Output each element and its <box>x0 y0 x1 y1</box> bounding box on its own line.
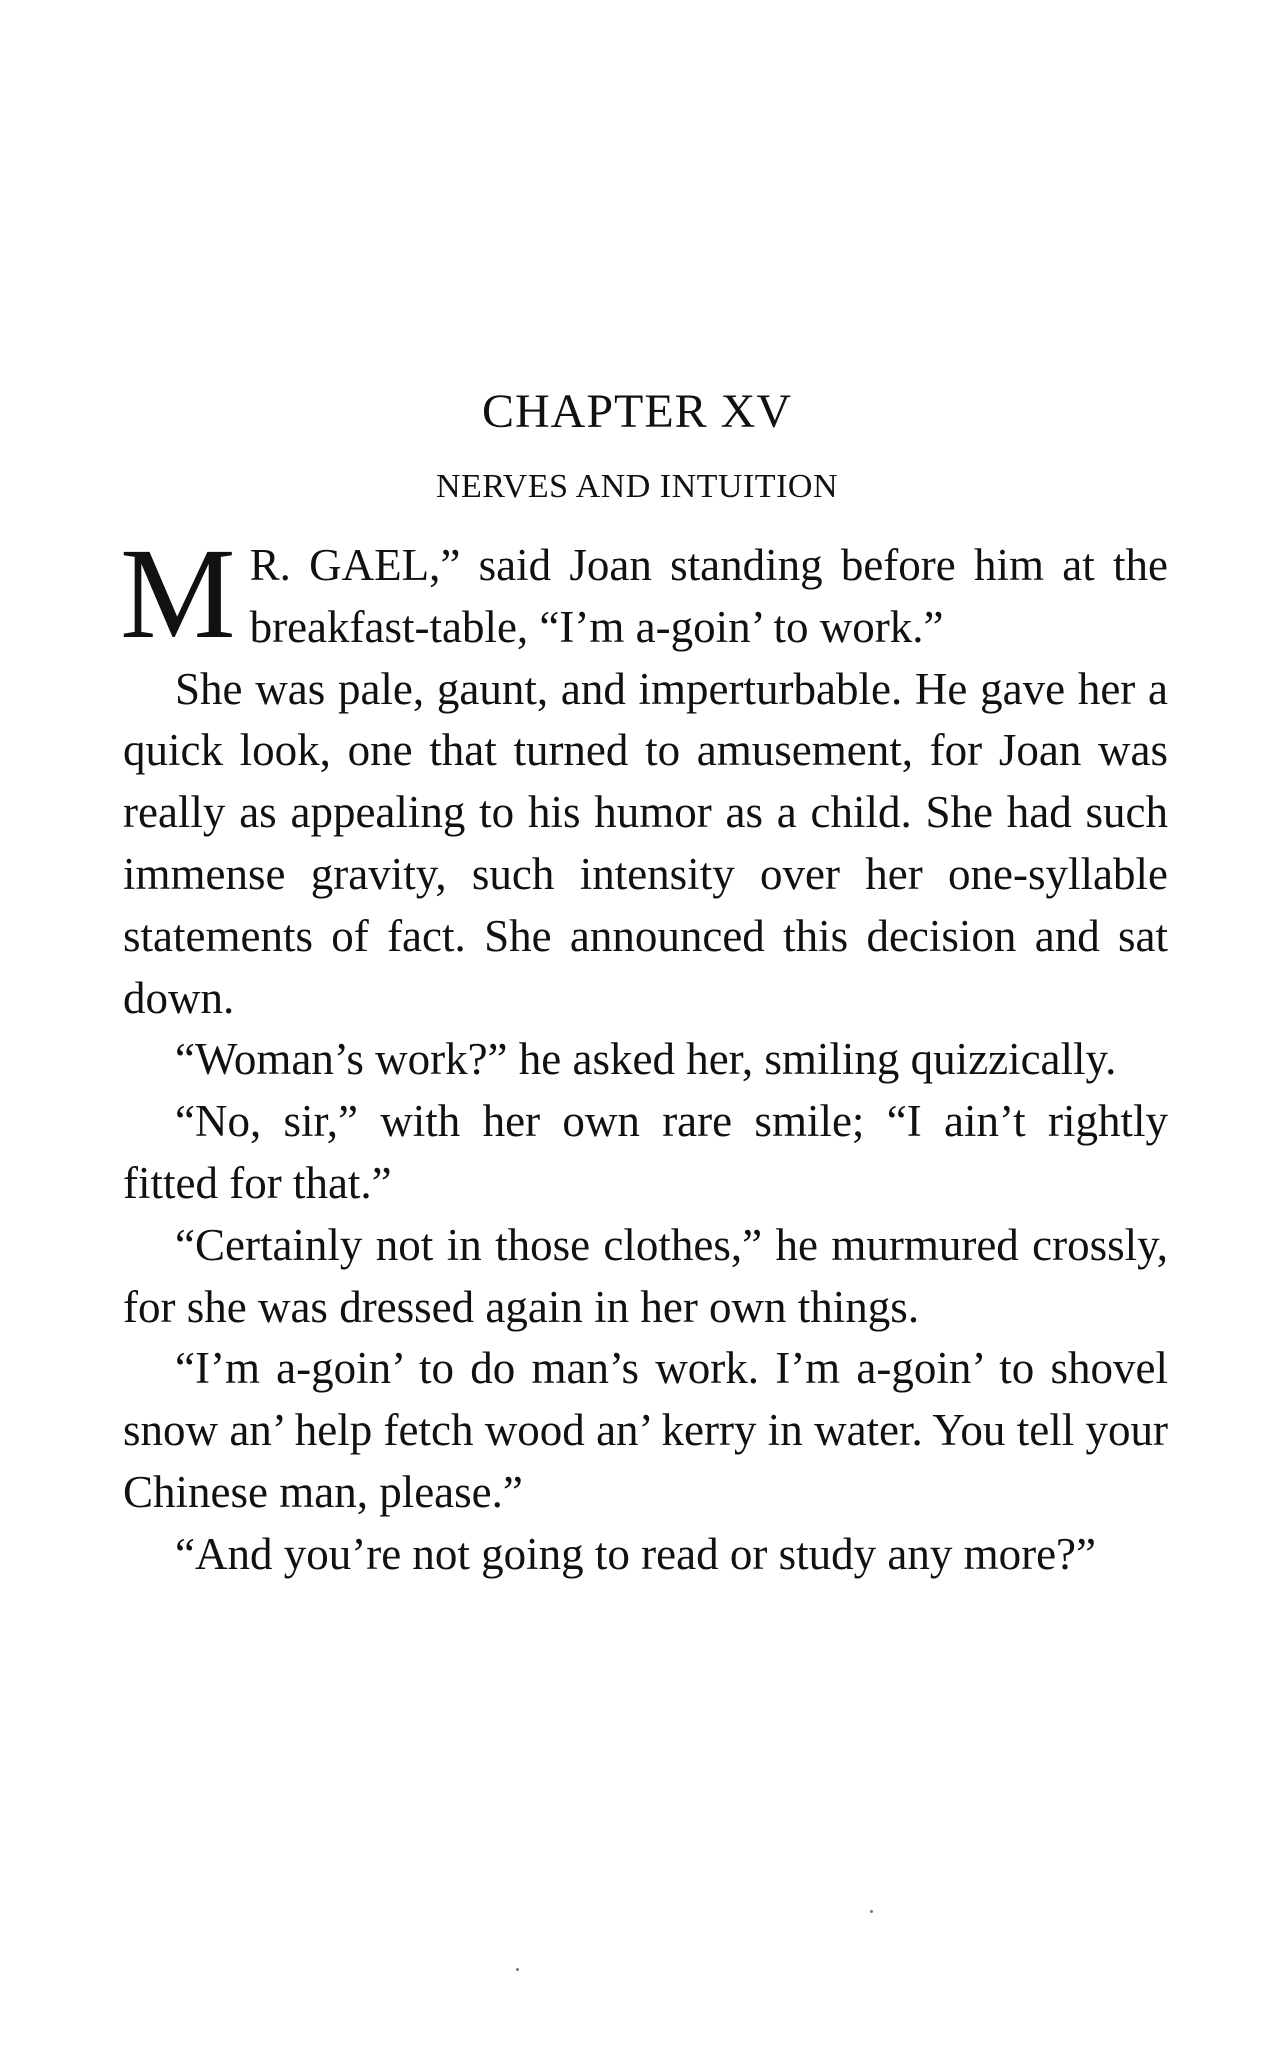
paragraph-4: “No, sir,” with her own rare smile; “I ain’t rightly fitted for that.” <box>123 1096 1168 1208</box>
scan-speck <box>516 1968 519 1971</box>
chapter-body <box>120 522 1168 1586</box>
paragraph-text: R. GAEL,” said Joan standing before him at the breakfast-table, “I’m a-goin’ to work.” <box>249 540 1168 652</box>
paragraph-5: “Certainly not in those clothes,” he murmured crossly, for she was dressed again in her own things. <box>123 1219 1168 1332</box>
scan-speck <box>870 1910 873 1913</box>
paragraph-2: She was pale, gaunt, and imperturbable. He gave her a quick look, one that turned to amusement, for Joan was really as appealing to his humor as a child. She had such immense gravity, such intensity over her one-syllable statements of fact. She announced this decision and sat down. <box>123 663 1168 1023</box>
paragraph-3: “Woman’s work?” he asked her, smiling quizzically. <box>175 1034 1117 1085</box>
chapter-title: CHAPTER XV <box>481 385 793 438</box>
paragraph-6: “I’m a-goin’ to do man’s work. I’m a-goin’ to shovel snow an’ help fetch wood an’ kerry in water. You tell your Chinese man, please.” <box>123 1343 1168 1517</box>
drop-cap: M <box>120 522 236 666</box>
paragraph-7: “And you’re not going to read or study any more?” <box>175 1528 1096 1579</box>
paragraph-1 <box>120 522 1168 666</box>
chapter-subtitle: NERVES AND INTUITION <box>435 468 838 505</box>
